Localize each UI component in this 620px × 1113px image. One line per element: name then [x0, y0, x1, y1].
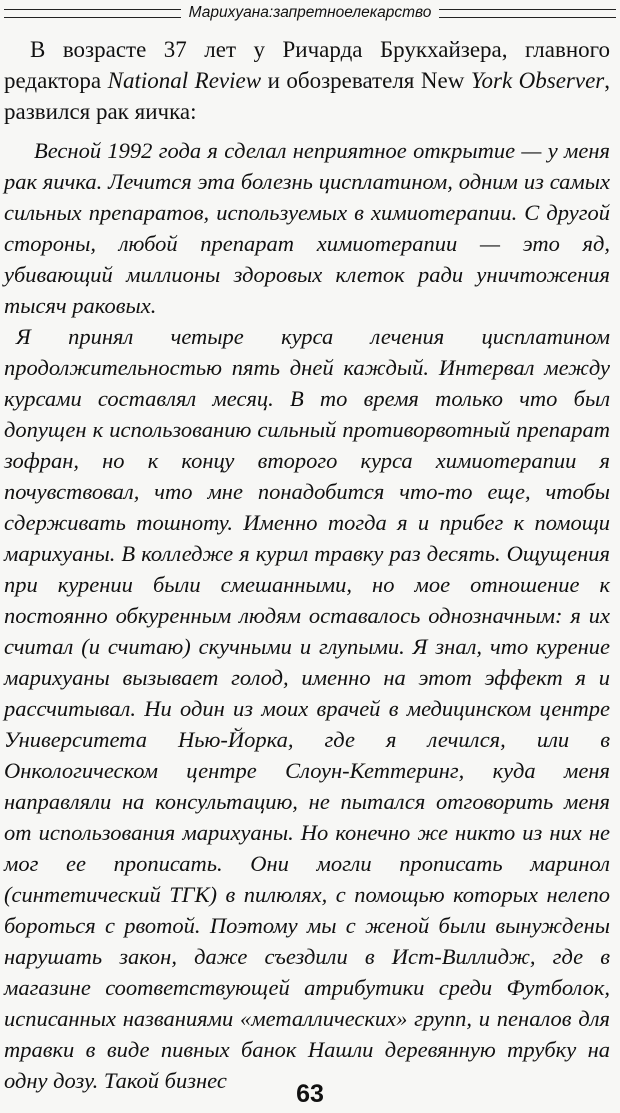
newspaper-name: York Observer: [470, 68, 605, 93]
page-body: [4, 34, 610, 1096]
running-header: [4, 0, 616, 26]
page-number: 63: [296, 1080, 324, 1108]
quote-paragraph-1: Весной 1992 года я сделал неприятное открытие — у меня рак яичка. Лечится эта болезнь цисплатином, одним из самых сильных препаратов, используемых в химиотерапии. С другой стороны, любой препарат химиотерапии — это яд, убивающий миллионы здоровых клеток ради уничтожения тысяч раковых.: [4, 138, 610, 318]
intro-paragraph: [4, 34, 610, 127]
intro-text-1: В возрасте 37 лет у Ричарда Брукхайзера, главного редактора: [4, 37, 610, 93]
intro-text-3: , развился рак яичка:: [4, 68, 610, 124]
quote-paragraph-2: Я принял четыре курса лечения цисплатином продолжительностью пять дней каждый. Интервал между курсами составлял месяц. В то время только что был допущен к использованию сильный противорвотный препарат зофран, но к концу второго курса химиотерапии я почувствовал, что мне понадобится что-то еще, чтобы сдерживать тошноту. Именно тогда я и прибег к помощи марихуаны. В колледже я курил травку раз десять. Ощущения при курении были смешанными, но мое отношение к постоянно обкуренным людям оставалось однозначным: я их считал (и считаю) скучными и глупыми. Я знал, что курение марихуаны вызывает голод, именно на этот эффект я и рассчитывал. Ни один из моих врачей в медицинском центре Университета Нью-Йорка, где я лечился, или в Онкологическом центре Слоун-Кеттеринг, куда меня направляли на консультацию, не пытался отговорить меня от использования марихуаны. Но конечно же никто из них не мог ее прописать. Они могли прописать маринол (синтетический ТГК) в пилюлях, с помощью которых нелепо бороться с рвотой. Поэтому мы с женой были вынуждены нарушать закон, даже съездили в Ист-Виллидж, где в магазине соответствующей атрибутики среди Футболок, исписанных названиями «металлических» групп, и пеналов для травки в виде пивных банок Нашли деревянную трубку на одну дозу. Такой бизнес: [4, 324, 610, 1093]
running-title: Марихуана:запретноелекарство: [188, 4, 432, 21]
header-rule-left: [4, 9, 181, 18]
magazine-name: National Review: [107, 68, 262, 93]
header-rule-right: [439, 9, 616, 18]
intro-text-2: и обозревателя New: [261, 68, 471, 93]
